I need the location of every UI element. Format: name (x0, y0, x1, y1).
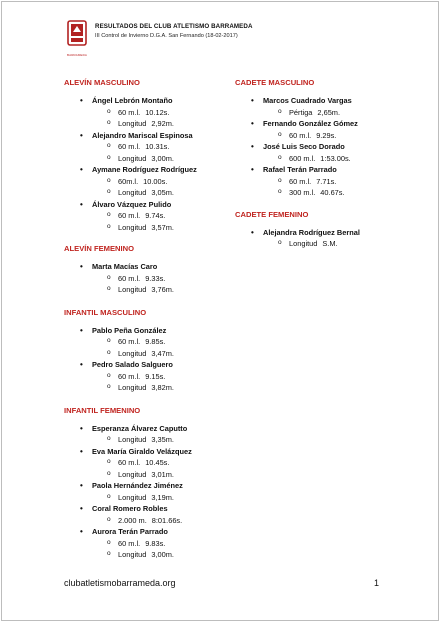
result-row (64, 469, 234, 481)
result-event: 60 m.l. (289, 176, 312, 186)
section-heading: ALEVÍN MASCULINO (64, 78, 140, 87)
result-row (64, 382, 234, 394)
result-row (64, 549, 234, 561)
result-mark: 9.33s. (145, 273, 166, 283)
result-event: 60 m.l. (118, 211, 141, 220)
result-row (235, 153, 395, 165)
section-heading: INFANTIL MASCULINO (64, 307, 147, 317)
result-event: Longitud (289, 239, 318, 248)
result-event: 60m.l. (118, 176, 139, 186)
result-mark: 7.71s. (316, 176, 337, 186)
footer-page-number: 1 (374, 578, 380, 588)
result-event: 60 m.l. (118, 458, 141, 467)
result-row (64, 492, 234, 504)
athlete-name: • Rafael Terán Parrado (235, 164, 395, 176)
result-row (64, 118, 234, 130)
result-mark: 3,82m. (151, 383, 174, 392)
athlete-name: • Marta Macías Caro (64, 261, 234, 273)
athlete-list (64, 423, 234, 561)
result-row (235, 187, 395, 199)
result-mark: 9.83s. (145, 538, 166, 548)
result-event: 2.000 m. (118, 515, 147, 525)
result-mark: 40.67s. (320, 188, 345, 197)
result-mark: 9.29s. (316, 130, 337, 140)
athlete-name: • Aurora Terán Parrado (64, 526, 234, 538)
result-row (235, 130, 395, 142)
result-event: 60 m.l. (289, 130, 312, 140)
result-mark: 3,01m. (151, 469, 174, 479)
result-row (64, 371, 234, 383)
result-mark: 9.74s. (145, 211, 166, 220)
result-mark: 9.85s. (145, 337, 166, 346)
result-mark: 2,65m. (317, 107, 341, 117)
result-event: 60 m.l. (118, 107, 141, 117)
athlete-name: • Eva María Giraldo Velázquez (64, 446, 234, 458)
result-row (235, 107, 395, 119)
result-row (64, 187, 234, 199)
result-event: 600 m.l. (289, 153, 316, 163)
club-logo-icon (65, 19, 89, 55)
athlete-name: • Aymane Rodríguez Rodríguez (64, 164, 234, 176)
athlete-name: • Paola Hernández Jiménez (64, 480, 234, 492)
athlete-list (64, 325, 234, 394)
result-event: Longitud (118, 188, 147, 197)
result-event: Pértiga (289, 107, 313, 117)
result-mark: 8:01.66s. (151, 515, 183, 525)
athlete-name: • Álvaro Vázquez Pulido (64, 199, 234, 211)
result-row (235, 176, 395, 188)
result-row (64, 336, 234, 348)
athlete-name: • Coral Romero Robles (64, 503, 234, 515)
result-event: Longitud (118, 119, 147, 128)
athlete-name: • Alejandra Rodríguez Bernal (235, 227, 395, 239)
athlete-name: • Marcos Cuadrado Vargas (235, 95, 395, 107)
result-row (64, 153, 234, 165)
document-page (1, 1, 439, 621)
result-event: 60 m.l. (118, 142, 141, 151)
athlete-list (235, 95, 395, 199)
athlete-list (64, 95, 234, 233)
result-row (235, 238, 395, 250)
result-mark: 10.00s. (143, 176, 168, 186)
result-row (64, 210, 234, 222)
result-row (64, 176, 234, 188)
result-event: 300 m.l. (289, 188, 316, 197)
result-mark: 1:53.00s. (320, 153, 351, 163)
section-heading: CADETE FEMENINO (235, 209, 309, 219)
result-row (64, 515, 234, 527)
logo-text: BARRAMEDA (67, 53, 87, 57)
result-event: Longitud (118, 153, 147, 163)
result-row (64, 273, 234, 285)
document-title: RESULTADOS DEL CLUB ATLETISMO BARRAMEDA (95, 23, 253, 30)
athlete-list (235, 227, 395, 250)
right-column (235, 78, 395, 250)
result-row (64, 538, 234, 550)
footer-website-link[interactable]: clubatletismobarrameda.org (64, 578, 176, 588)
result-mark: 3,19m. (151, 492, 174, 502)
athlete-name: • Fernando González Gómez (235, 118, 395, 130)
result-event: 60 m.l. (118, 337, 141, 346)
result-event: Longitud (118, 348, 147, 358)
result-event: Longitud (118, 550, 147, 559)
section-heading: CADETE MASCULINO (235, 78, 315, 87)
result-event: Longitud (118, 222, 147, 232)
result-row (64, 348, 234, 360)
result-event: Longitud (118, 469, 147, 479)
result-mark: 3,57m. (151, 222, 174, 232)
result-mark: S.M. (322, 239, 338, 248)
result-mark: 3,76m. (151, 285, 174, 294)
left-column (64, 78, 234, 561)
result-row (64, 107, 234, 119)
result-row (64, 284, 234, 296)
result-mark: 3,05m. (151, 188, 174, 197)
result-row (64, 222, 234, 234)
result-event: Longitud (118, 492, 147, 502)
result-row (64, 457, 234, 469)
result-event: Longitud (118, 383, 147, 392)
athlete-name: • Alejandro Mariscal Espinosa (64, 130, 234, 142)
result-event: Longitud (118, 285, 147, 294)
athlete-name: • Pedro Salado Salguero (64, 359, 234, 371)
athlete-name: • Esperanza Álvarez Caputto (64, 423, 234, 435)
result-mark: 3,47m. (151, 348, 174, 358)
section-heading: ALEVÍN FEMENINO (64, 244, 135, 253)
result-mark: 9.15s. (145, 371, 166, 381)
result-mark: 2,92m. (151, 119, 174, 128)
result-mark: 10.45s. (145, 458, 170, 467)
section-heading: INFANTIL FEMENINO (64, 405, 141, 415)
athlete-name: • José Luis Seco Dorado (235, 141, 395, 153)
result-event: 60 m.l. (118, 371, 141, 381)
result-event: Longitud (118, 435, 147, 444)
document-subtitle: III Control de Invierno D.G.A. San Fernando (18-02-2017) (95, 33, 238, 39)
result-row (64, 141, 234, 153)
result-event: 60 m.l. (118, 538, 141, 548)
result-mark: 3,35m. (151, 435, 174, 444)
result-event: 60 m.l. (118, 273, 141, 283)
result-mark: 10.12s. (145, 107, 170, 117)
athlete-name: • Ángel Lebrón Montaño (64, 95, 234, 107)
athlete-name: • Pablo Peña González (64, 325, 234, 337)
athlete-list (64, 261, 234, 296)
result-row (64, 434, 234, 446)
result-mark: 3,00m. (151, 153, 174, 163)
result-mark: 10.31s. (145, 142, 170, 151)
result-mark: 3,00m. (151, 550, 174, 559)
